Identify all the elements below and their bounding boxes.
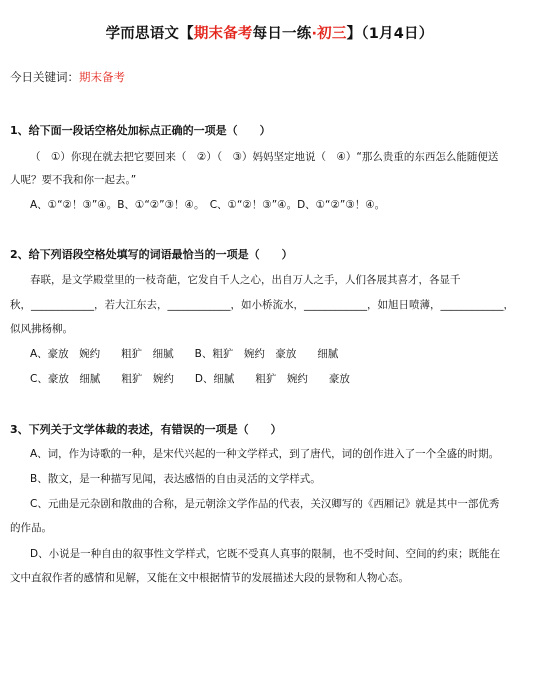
title-prefix: 学而思语文【: [105, 26, 194, 42]
q2-text-line-2: 秋，____________，若大江东去，____________，如小桥流水，____________，如旭日喷薄，____________，: [10, 299, 514, 311]
q2-options-line-1: A、豪放 婉约 粗犷 细腻 B、粗犷 婉约 豪放 细腻: [30, 348, 339, 360]
title-grade: 初三: [317, 26, 347, 42]
q1-text-line-1: （ ①）你现在就去把它要回来（ ②）（ ③）妈妈坚定地说（ ④）“那么贵重的东西怎么能随便送: [30, 151, 499, 163]
title-middle: 每日一练: [252, 26, 312, 42]
q3-option-c-line-2: 的作品。: [10, 522, 52, 534]
title-dot: ·: [311, 26, 318, 42]
keyword-label: 今日关键词：: [10, 70, 79, 84]
q2-text-line-3: 似风拂杨柳。: [10, 323, 73, 335]
keyword-value: 期末备考: [79, 70, 125, 84]
q3-option-a: A、词，作为诗歌的一种，是宋代兴起的一种文学样式，到了唐代，词的创作进入了一个全盛的时期。: [30, 448, 500, 460]
q3-option-d-line-2: 文中直叙作者的感情和见解，又能在文中根据情节的发展描述大段的景物和人物心态。: [10, 572, 409, 584]
q3-stem: 3、下列关于文学体裁的表述，有错误的一项是（ ）: [10, 423, 282, 436]
page-title: [0, 22, 539, 43]
q1-stem: 1、给下面一段话空格处加标点正确的一项是（ ）: [10, 124, 271, 137]
q3-option-d-line-1: D、小说是一种自由的叙事性文学样式，它既不受真人真事的限制，也不受时间、空间的约束；既能在: [30, 548, 501, 560]
title-topic: 期末备考: [193, 26, 253, 42]
q2-options-line-2: C、豪放 细腻 粗犷 婉约 D、细腻 粗犷 婉约 豪放: [30, 373, 350, 385]
q2-stem: 2、给下列语段空格处填写的词语最恰当的一项是（ ）: [10, 248, 293, 261]
q3-option-c-line-1: C、元曲是元杂剧和散曲的合称，是元朝涂文学作品的代表，关汉卿写的《西厢记》就是其中一部优秀: [30, 498, 500, 510]
title-suffix: 】（1月4日）: [346, 26, 434, 42]
q1-options: A、①“②！③”④。B、①“②”③！④。 C、①“②！③”④。D、①“②”③！④。: [30, 199, 386, 211]
q2-text-line-1: 春联，是文学殿堂里的一枝奇葩，它发自千人之心，出自万人之手，人们各展其喜才，各显千: [30, 274, 461, 286]
q3-option-b: B、散文，是一种描写见闻，表达感悟的自由灵活的文学样式。: [30, 473, 321, 485]
keyword-line: [10, 69, 125, 85]
q1-text-line-2: 人呢？要不我和你一起去。”: [10, 174, 137, 186]
